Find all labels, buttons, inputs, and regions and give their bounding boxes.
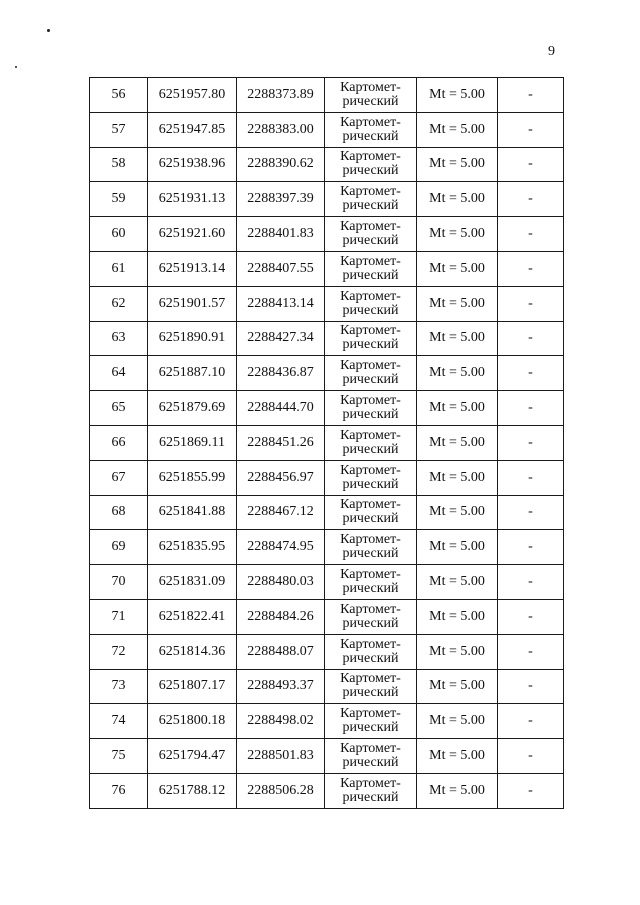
point-number-cell: 64 bbox=[90, 356, 148, 391]
point-number-cell: 75 bbox=[90, 739, 148, 774]
note-cell: - bbox=[498, 634, 564, 669]
x-coordinate-cell: 6251957.80 bbox=[148, 78, 237, 113]
method-line-2: рический bbox=[342, 685, 399, 701]
x-coordinate-cell: 6251807.17 bbox=[148, 669, 237, 704]
accuracy-cell: Mt = 5.00 bbox=[417, 286, 498, 321]
table-row bbox=[90, 773, 564, 808]
note-cell: - bbox=[498, 669, 564, 704]
x-coordinate-cell: 6251890.91 bbox=[148, 321, 237, 356]
method-line-1: Картомет- bbox=[340, 253, 401, 269]
table-row bbox=[90, 495, 564, 530]
note-cell: - bbox=[498, 286, 564, 321]
y-coordinate-cell: 2288444.70 bbox=[237, 391, 325, 426]
coordinates-table bbox=[89, 77, 564, 809]
method-line-1: Картомет- bbox=[340, 358, 401, 374]
y-coordinate-cell: 2288413.14 bbox=[237, 286, 325, 321]
accuracy-cell: Mt = 5.00 bbox=[417, 669, 498, 704]
accuracy-cell: Mt = 5.00 bbox=[417, 217, 498, 252]
y-coordinate-cell: 2288397.39 bbox=[237, 182, 325, 217]
method-cell bbox=[325, 634, 417, 669]
point-number-cell: 56 bbox=[90, 78, 148, 113]
x-coordinate-cell: 6251901.57 bbox=[148, 286, 237, 321]
point-number-cell: 60 bbox=[90, 217, 148, 252]
method-line-2: рический bbox=[342, 233, 399, 249]
scan-speck bbox=[47, 29, 50, 32]
x-coordinate-cell: 6251794.47 bbox=[148, 739, 237, 774]
method-line-2: рический bbox=[342, 337, 399, 353]
method-line-1: Картомет- bbox=[340, 114, 401, 130]
accuracy-cell: Mt = 5.00 bbox=[417, 634, 498, 669]
y-coordinate-cell: 2288373.89 bbox=[237, 78, 325, 113]
method-line-1: Картомет- bbox=[340, 323, 401, 339]
method-line-1: Картомет- bbox=[340, 219, 401, 235]
method-line-2: рический bbox=[342, 511, 399, 527]
accuracy-cell: Mt = 5.00 bbox=[417, 391, 498, 426]
x-coordinate-cell: 6251913.14 bbox=[148, 251, 237, 286]
note-cell: - bbox=[498, 147, 564, 182]
y-coordinate-cell: 2288480.03 bbox=[237, 565, 325, 600]
method-line-2: рический bbox=[342, 372, 399, 388]
accuracy-cell: Mt = 5.00 bbox=[417, 495, 498, 530]
x-coordinate-cell: 6251869.11 bbox=[148, 425, 237, 460]
table-row bbox=[90, 356, 564, 391]
method-line-1: Картомет- bbox=[340, 671, 401, 687]
table-row bbox=[90, 112, 564, 147]
x-coordinate-cell: 6251800.18 bbox=[148, 704, 237, 739]
method-line-1: Картомет- bbox=[340, 532, 401, 548]
method-line-2: рический bbox=[342, 789, 399, 805]
table-row bbox=[90, 565, 564, 600]
point-number-cell: 65 bbox=[90, 391, 148, 426]
note-cell: - bbox=[498, 565, 564, 600]
note-cell: - bbox=[498, 704, 564, 739]
method-line-1: Картомет- bbox=[340, 706, 401, 722]
method-line-1: Картомет- bbox=[340, 636, 401, 652]
note-cell: - bbox=[498, 530, 564, 565]
y-coordinate-cell: 2288436.87 bbox=[237, 356, 325, 391]
method-line-1: Картомет- bbox=[340, 601, 401, 617]
note-cell: - bbox=[498, 78, 564, 113]
method-cell bbox=[325, 530, 417, 565]
point-number-cell: 57 bbox=[90, 112, 148, 147]
method-line-2: рический bbox=[342, 615, 399, 631]
method-cell bbox=[325, 565, 417, 600]
point-number-cell: 69 bbox=[90, 530, 148, 565]
point-number-cell: 66 bbox=[90, 425, 148, 460]
accuracy-cell: Mt = 5.00 bbox=[417, 112, 498, 147]
note-cell: - bbox=[498, 182, 564, 217]
method-cell bbox=[325, 599, 417, 634]
method-cell bbox=[325, 704, 417, 739]
accuracy-cell: Mt = 5.00 bbox=[417, 530, 498, 565]
method-line-2: рический bbox=[342, 650, 399, 666]
y-coordinate-cell: 2288401.83 bbox=[237, 217, 325, 252]
note-cell: - bbox=[498, 391, 564, 426]
y-coordinate-cell: 2288498.02 bbox=[237, 704, 325, 739]
accuracy-cell: Mt = 5.00 bbox=[417, 739, 498, 774]
method-line-2: рический bbox=[342, 407, 399, 423]
note-cell: - bbox=[498, 356, 564, 391]
method-line-2: рический bbox=[342, 163, 399, 179]
y-coordinate-cell: 2288506.28 bbox=[237, 773, 325, 808]
y-coordinate-cell: 2288488.07 bbox=[237, 634, 325, 669]
method-line-1: Картомет- bbox=[340, 79, 401, 95]
method-line-2: рический bbox=[342, 581, 399, 597]
y-coordinate-cell: 2288467.12 bbox=[237, 495, 325, 530]
table-row bbox=[90, 217, 564, 252]
method-cell bbox=[325, 147, 417, 182]
accuracy-cell: Mt = 5.00 bbox=[417, 182, 498, 217]
y-coordinate-cell: 2288427.34 bbox=[237, 321, 325, 356]
method-line-2: рический bbox=[342, 128, 399, 144]
method-line-1: Картомет- bbox=[340, 497, 401, 513]
y-coordinate-cell: 2288493.37 bbox=[237, 669, 325, 704]
table-row bbox=[90, 704, 564, 739]
table-row bbox=[90, 530, 564, 565]
table-row bbox=[90, 321, 564, 356]
method-line-2: рический bbox=[342, 476, 399, 492]
point-number-cell: 63 bbox=[90, 321, 148, 356]
table-row bbox=[90, 286, 564, 321]
table-row bbox=[90, 78, 564, 113]
y-coordinate-cell: 2288484.26 bbox=[237, 599, 325, 634]
x-coordinate-cell: 6251855.99 bbox=[148, 460, 237, 495]
x-coordinate-cell: 6251887.10 bbox=[148, 356, 237, 391]
accuracy-cell: Mt = 5.00 bbox=[417, 251, 498, 286]
point-number-cell: 72 bbox=[90, 634, 148, 669]
table-row bbox=[90, 634, 564, 669]
method-cell bbox=[325, 321, 417, 356]
note-cell: - bbox=[498, 773, 564, 808]
point-number-cell: 68 bbox=[90, 495, 148, 530]
method-cell bbox=[325, 460, 417, 495]
note-cell: - bbox=[498, 217, 564, 252]
accuracy-cell: Mt = 5.00 bbox=[417, 460, 498, 495]
method-line-1: Картомет- bbox=[340, 462, 401, 478]
x-coordinate-cell: 6251931.13 bbox=[148, 182, 237, 217]
y-coordinate-cell: 2288390.62 bbox=[237, 147, 325, 182]
x-coordinate-cell: 6251835.95 bbox=[148, 530, 237, 565]
note-cell: - bbox=[498, 495, 564, 530]
method-cell bbox=[325, 773, 417, 808]
point-number-cell: 74 bbox=[90, 704, 148, 739]
method-line-2: рический bbox=[342, 441, 399, 457]
table-row bbox=[90, 425, 564, 460]
table-row bbox=[90, 739, 564, 774]
method-cell bbox=[325, 425, 417, 460]
table-row bbox=[90, 669, 564, 704]
x-coordinate-cell: 6251879.69 bbox=[148, 391, 237, 426]
note-cell: - bbox=[498, 739, 564, 774]
y-coordinate-cell: 2288474.95 bbox=[237, 530, 325, 565]
table-row bbox=[90, 599, 564, 634]
accuracy-cell: Mt = 5.00 bbox=[417, 321, 498, 356]
point-number-cell: 70 bbox=[90, 565, 148, 600]
method-cell bbox=[325, 495, 417, 530]
method-line-2: рический bbox=[342, 93, 399, 109]
method-line-1: Картомет- bbox=[340, 427, 401, 443]
point-number-cell: 58 bbox=[90, 147, 148, 182]
y-coordinate-cell: 2288451.26 bbox=[237, 425, 325, 460]
note-cell: - bbox=[498, 251, 564, 286]
method-line-2: рический bbox=[342, 267, 399, 283]
method-line-1: Картомет- bbox=[340, 288, 401, 304]
method-line-2: рический bbox=[342, 720, 399, 736]
accuracy-cell: Mt = 5.00 bbox=[417, 147, 498, 182]
method-cell bbox=[325, 112, 417, 147]
method-line-2: рический bbox=[342, 198, 399, 214]
x-coordinate-cell: 6251938.96 bbox=[148, 147, 237, 182]
y-coordinate-cell: 2288383.00 bbox=[237, 112, 325, 147]
point-number-cell: 61 bbox=[90, 251, 148, 286]
method-line-2: рический bbox=[342, 546, 399, 562]
method-cell bbox=[325, 78, 417, 113]
point-number-cell: 71 bbox=[90, 599, 148, 634]
method-line-1: Картомет- bbox=[340, 184, 401, 200]
note-cell: - bbox=[498, 321, 564, 356]
point-number-cell: 59 bbox=[90, 182, 148, 217]
x-coordinate-cell: 6251788.12 bbox=[148, 773, 237, 808]
table-row bbox=[90, 182, 564, 217]
method-cell bbox=[325, 356, 417, 391]
accuracy-cell: Mt = 5.00 bbox=[417, 773, 498, 808]
point-number-cell: 62 bbox=[90, 286, 148, 321]
note-cell: - bbox=[498, 112, 564, 147]
coordinates-table-body bbox=[90, 78, 564, 809]
method-line-2: рический bbox=[342, 755, 399, 771]
method-line-1: Картомет- bbox=[340, 775, 401, 791]
method-cell bbox=[325, 286, 417, 321]
note-cell: - bbox=[498, 425, 564, 460]
method-cell bbox=[325, 217, 417, 252]
table-row bbox=[90, 147, 564, 182]
point-number-cell: 67 bbox=[90, 460, 148, 495]
x-coordinate-cell: 6251841.88 bbox=[148, 495, 237, 530]
accuracy-cell: Mt = 5.00 bbox=[417, 78, 498, 113]
point-number-cell: 76 bbox=[90, 773, 148, 808]
note-cell: - bbox=[498, 599, 564, 634]
accuracy-cell: Mt = 5.00 bbox=[417, 356, 498, 391]
method-cell bbox=[325, 391, 417, 426]
method-line-1: Картомет- bbox=[340, 741, 401, 757]
y-coordinate-cell: 2288456.97 bbox=[237, 460, 325, 495]
method-line-1: Картомет- bbox=[340, 393, 401, 409]
x-coordinate-cell: 6251831.09 bbox=[148, 565, 237, 600]
method-cell bbox=[325, 182, 417, 217]
method-line-2: рический bbox=[342, 302, 399, 318]
note-cell: - bbox=[498, 460, 564, 495]
method-cell bbox=[325, 669, 417, 704]
table-row bbox=[90, 460, 564, 495]
accuracy-cell: Mt = 5.00 bbox=[417, 704, 498, 739]
accuracy-cell: Mt = 5.00 bbox=[417, 565, 498, 600]
accuracy-cell: Mt = 5.00 bbox=[417, 425, 498, 460]
page-number: 9 bbox=[548, 44, 555, 59]
x-coordinate-cell: 6251947.85 bbox=[148, 112, 237, 147]
method-cell bbox=[325, 739, 417, 774]
point-number-cell: 73 bbox=[90, 669, 148, 704]
y-coordinate-cell: 2288407.55 bbox=[237, 251, 325, 286]
y-coordinate-cell: 2288501.83 bbox=[237, 739, 325, 774]
scan-speck bbox=[15, 66, 17, 68]
accuracy-cell: Mt = 5.00 bbox=[417, 599, 498, 634]
x-coordinate-cell: 6251814.36 bbox=[148, 634, 237, 669]
method-line-1: Картомет- bbox=[340, 567, 401, 583]
x-coordinate-cell: 6251822.41 bbox=[148, 599, 237, 634]
table-row bbox=[90, 251, 564, 286]
table-row bbox=[90, 391, 564, 426]
method-cell bbox=[325, 251, 417, 286]
x-coordinate-cell: 6251921.60 bbox=[148, 217, 237, 252]
method-line-1: Картомет- bbox=[340, 149, 401, 165]
